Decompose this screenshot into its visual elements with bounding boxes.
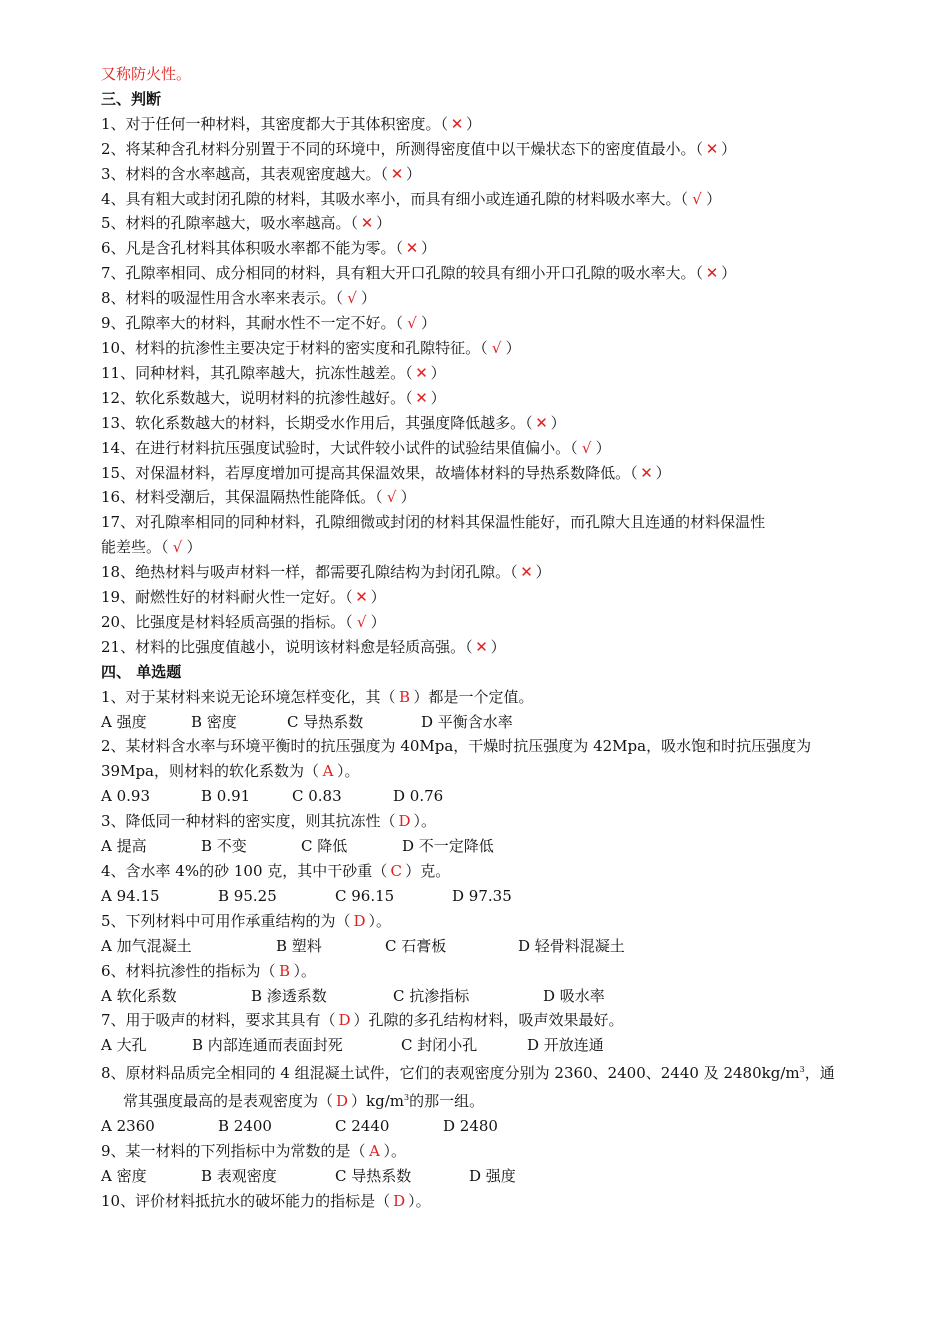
question-text: 21、材料的比强度值越小，说明该材料愈是轻质高强。（ (101, 637, 473, 656)
answer-mark: √ (356, 612, 367, 631)
options-row (101, 984, 871, 1009)
answer-mark: ✕ (405, 239, 419, 258)
option: D 开放连通 (527, 1036, 604, 1055)
bracket-close: ） (361, 289, 377, 308)
judgement-item (101, 187, 871, 212)
judgement-item (101, 386, 871, 411)
question-text-tail: ）。 (408, 1191, 431, 1210)
option: C 封闭小孔 (401, 1036, 478, 1055)
question-text: 1、对于任何一种材料，其密度都大于其体积密度。（ (101, 114, 449, 133)
question-text: 能差些。（ (101, 538, 169, 557)
question-text-tail: ，通 (804, 1064, 835, 1083)
superscript: 3 (799, 1065, 805, 1075)
judgement-item (101, 560, 871, 585)
bracket-close: ） (400, 488, 416, 507)
answer-letter: D (398, 812, 411, 831)
option: C 96.15 (335, 886, 395, 905)
question-text: 14、在进行材料抗压强度试验时，大试件较小试件的试验结果值偏小。（ (101, 438, 578, 457)
question-text: 4、具有粗大或封闭孔隙的材料，其吸水率小，而具有细小或连通孔隙的材料吸水率大。（ (101, 189, 689, 208)
question-text-tail: ）。 (368, 911, 392, 930)
judgement-item (101, 361, 871, 386)
question-5 (101, 909, 871, 934)
option: C 导热系数 (287, 712, 364, 731)
option: B 表观密度 (201, 1166, 277, 1185)
options-row (101, 1033, 871, 1058)
option: B 塑料 (276, 936, 322, 955)
answer-mark: ✕ (520, 563, 533, 582)
bracket-close: ） (505, 338, 521, 357)
question-6 (101, 959, 871, 984)
bracket-close: ） (370, 612, 386, 631)
question-text: 10、材料的抗渗性主要决定于材料的密实度和孔隙特征。（ (101, 338, 488, 357)
judgement-item (101, 137, 871, 162)
question-text: 9、孔隙率大的材料，其耐水性不一定不好。（ (101, 314, 404, 333)
option: B 95.25 (218, 886, 277, 905)
question-2-line2 (101, 759, 871, 784)
option: D 吸水率 (543, 986, 605, 1005)
judgement-item (101, 162, 871, 187)
question-text: 常其强度最高的是表观密度为（ (123, 1092, 334, 1111)
question-text: 6、凡是含孔材料其体积吸水率都不能为零。（ (101, 239, 404, 258)
answer-mark: √ (386, 488, 397, 507)
question-text: 19、耐燃性好的材料耐火性一定好。（ (101, 588, 353, 607)
question-text: 8、原材料品质完全相同的 4 组混凝土试件，它们的表观密度分别为 2360、2400、2440 及 2480kg/m (101, 1064, 800, 1083)
bracket-close: ） (406, 164, 422, 183)
option: B 渗透系数 (251, 986, 327, 1005)
question-text-tail: ）。 (337, 762, 360, 781)
question-text: 6、材料抗渗性的指标为（ (101, 961, 276, 980)
option: C 导热系数 (335, 1166, 412, 1185)
judgement-item (101, 485, 871, 510)
question-text: 5、材料的孔隙率越大，吸水率越高。（ (101, 214, 359, 233)
question-text-tail: ）kg/m (351, 1092, 404, 1111)
question-2-line1: 2、某材料含水率与环境平衡时的抗压强度为 40Mpa，干燥时抗压强度为 42Mpa，吸水饱和时抗压强度为 (101, 737, 812, 756)
section-title-judgement: 三、判断 (101, 89, 162, 108)
question-text: 16、材料受潮后，其保温隔热性能降低。（ (101, 488, 383, 507)
option: A 2360 (101, 1117, 155, 1136)
question-text-tail: 的那一组。 (409, 1092, 485, 1111)
question-text: 39Mpa，则材料的软化系数为（ (101, 762, 319, 781)
question-3 (101, 809, 871, 834)
question-text: 3、降低同一种材料的密实度，则其抗冻性（ (101, 812, 396, 831)
answer-mark: √ (172, 538, 183, 557)
judgement-item (101, 211, 871, 236)
answer-letter: D (336, 1092, 349, 1111)
question-text: 7、用于吸声的材料，要求其具有（ (101, 1011, 336, 1030)
option: D 轻骨料混凝土 (518, 936, 625, 955)
question-text: 8、材料的吸湿性用含水率来表示。（ (101, 289, 344, 308)
option: D 不一定降低 (402, 837, 494, 856)
question-text-tail: ）都是一个定值。 (413, 687, 534, 706)
question-text: 9、某一材料的下列指标中为常数的是（ (101, 1141, 366, 1160)
option: D 97.35 (452, 886, 512, 905)
answer-letter: B (279, 961, 291, 980)
option: A 软化系数 (101, 986, 177, 1005)
question-1 (101, 685, 871, 710)
judgement-item (101, 261, 871, 286)
answer-mark: ✕ (415, 363, 428, 382)
question-text: 4、含水率 4%的砂 100 克，其中干砂重（ (101, 862, 388, 880)
bracket-close: ） (421, 239, 437, 258)
answer-mark: ✕ (390, 164, 404, 183)
judgement-item (101, 610, 871, 635)
question-text-tail: ）。 (383, 1141, 407, 1160)
question-text-tail: ）孔隙的多孔结构材料，吸声效果最好。 (353, 1011, 624, 1030)
intro-text: 又称防火性。 (101, 65, 192, 83)
judgement-item (101, 336, 871, 361)
bracket-close: ） (721, 139, 737, 158)
options-row (101, 834, 871, 859)
bracket-close: ） (550, 413, 566, 432)
question-text: 15、对保温材料，若厚度增加可提高其保温效果，故墙体材料的导热系数降低。（ (101, 463, 638, 482)
judgement-item (101, 461, 871, 486)
answer-letter: B (399, 687, 411, 706)
option: A 94.15 (101, 886, 160, 905)
options-row (101, 884, 871, 909)
question-text: 13、软化系数越大的材料，长期受水作用后，其强度降低越多。（ (101, 413, 533, 432)
option: A 0.93 (101, 787, 150, 806)
judgement-item (101, 635, 871, 660)
option: B 不变 (201, 837, 247, 856)
option: B 内部连通而表面封死 (192, 1036, 343, 1055)
judgement-item (101, 286, 871, 311)
bracket-close: ） (376, 214, 392, 233)
answer-letter: A (369, 1141, 380, 1160)
answer-letter: C (390, 862, 403, 880)
bracket-close: ） (430, 363, 446, 382)
judgement-list (101, 112, 871, 660)
option: C 0.83 (292, 787, 342, 806)
bracket-close: ） (595, 438, 611, 457)
bracket-close: ） (721, 264, 737, 283)
option: B 2400 (218, 1117, 272, 1136)
answer-mark: ✕ (705, 264, 719, 283)
judgement-item-17-line1: 17、对孔隙率相同的同种材料，孔隙细微或封闭的材料其保温性能好，而孔隙大且连通的材料保温性 (101, 513, 766, 532)
bracket-close: ） (490, 637, 506, 656)
option: C 降低 (301, 837, 348, 856)
question-text: 18、绝热材料与吸声材料一样，都需要孔隙结构为封闭孔隙。（ (101, 563, 518, 582)
option: D 2480 (443, 1117, 498, 1136)
question-text-tail: ）。 (413, 812, 437, 831)
question-text: 12、软化系数越大，说明材料的抗渗性越好。（ (101, 388, 413, 407)
answer-mark: √ (347, 289, 357, 308)
bracket-close: ） (706, 189, 722, 208)
option: A 密度 (101, 1166, 147, 1185)
bracket-close: ） (186, 538, 202, 557)
question-8-line2 (101, 1086, 871, 1114)
option: A 强度 (101, 712, 147, 731)
answer-mark: ✕ (355, 588, 368, 607)
bracket-close: ） (655, 463, 671, 482)
answer-mark: ✕ (450, 114, 464, 133)
question-text-tail: ）克。 (405, 862, 451, 880)
option: D 强度 (469, 1166, 516, 1185)
option: A 大孔 (101, 1036, 147, 1055)
question-text: 7、孔隙率相同、成分相同的材料，具有粗大开口孔隙的较具有细小开口孔隙的吸水率大。（ (101, 264, 704, 283)
option: B 0.91 (201, 787, 251, 806)
bracket-close: ） (430, 388, 446, 407)
option: D 0.76 (393, 787, 444, 806)
option: C 2440 (335, 1117, 390, 1136)
question-text: 3、材料的含水率越高，其表观密度越大。（ (101, 164, 389, 183)
answer-mark: √ (407, 314, 417, 333)
options-row (101, 784, 871, 809)
option: B 密度 (191, 712, 237, 731)
answer-mark: √ (692, 189, 702, 208)
answer-mark: ✕ (360, 214, 374, 233)
option: C 石膏板 (385, 936, 447, 955)
bracket-close: ） (421, 314, 437, 333)
answer-mark: ✕ (640, 463, 653, 482)
question-8-line1 (101, 1058, 871, 1086)
question-text-tail: ）。 (293, 961, 317, 980)
options-row (101, 1164, 871, 1189)
judgement-item (101, 112, 871, 137)
question-9 (101, 1139, 871, 1164)
question-text: 1、对于某材料来说无论环境怎样变化，其（ (101, 687, 396, 706)
option: C 抗渗指标 (393, 986, 470, 1005)
options-row (101, 934, 871, 959)
answer-letter: D (338, 1011, 351, 1030)
question-text: 11、同种材料，其孔隙率越大，抗冻性越差。（ (101, 363, 413, 382)
question-text: 2、将某种含孔材料分别置于不同的环境中，所测得密度值中以干燥状态下的密度值最小。（ (101, 139, 704, 158)
judgement-item (101, 585, 871, 610)
option: D 平衡含水率 (421, 712, 513, 731)
options-row (101, 1114, 871, 1139)
bracket-close: ） (466, 114, 482, 133)
answer-mark: ✕ (705, 139, 719, 158)
answer-letter: D (353, 911, 366, 930)
judgement-item (101, 436, 871, 461)
superscript: 3 (404, 1093, 410, 1103)
judgement-item (101, 411, 871, 436)
answer-mark: √ (581, 438, 592, 457)
question-4 (101, 859, 871, 884)
judgement-item-17-line2 (101, 535, 871, 560)
bracket-close: ） (370, 588, 386, 607)
answer-mark: ✕ (535, 413, 548, 432)
answer-mark: √ (491, 338, 502, 357)
single-choice-list (101, 685, 871, 1214)
answer-letter: A (322, 762, 334, 781)
question-text: 10、评价材料抵抗水的破坏能力的指标是（ (101, 1191, 391, 1210)
option: A 提高 (101, 837, 147, 856)
bracket-close: ） (535, 563, 551, 582)
document-page (101, 62, 871, 1214)
answer-mark: ✕ (415, 388, 428, 407)
options-row (101, 710, 871, 735)
section-title-single-choice: 四、 单选题 (101, 662, 182, 681)
question-10 (101, 1189, 871, 1214)
answer-mark: ✕ (475, 637, 488, 656)
question-7 (101, 1008, 871, 1033)
answer-letter: D (393, 1191, 406, 1210)
question-text: 5、下列材料中可用作承重结构的为（ (101, 911, 351, 930)
judgement-item (101, 236, 871, 261)
judgement-item (101, 311, 871, 336)
question-text: 20、比强度是材料轻质高强的指标。（ (101, 612, 353, 631)
option: A 加气混凝土 (101, 936, 192, 955)
